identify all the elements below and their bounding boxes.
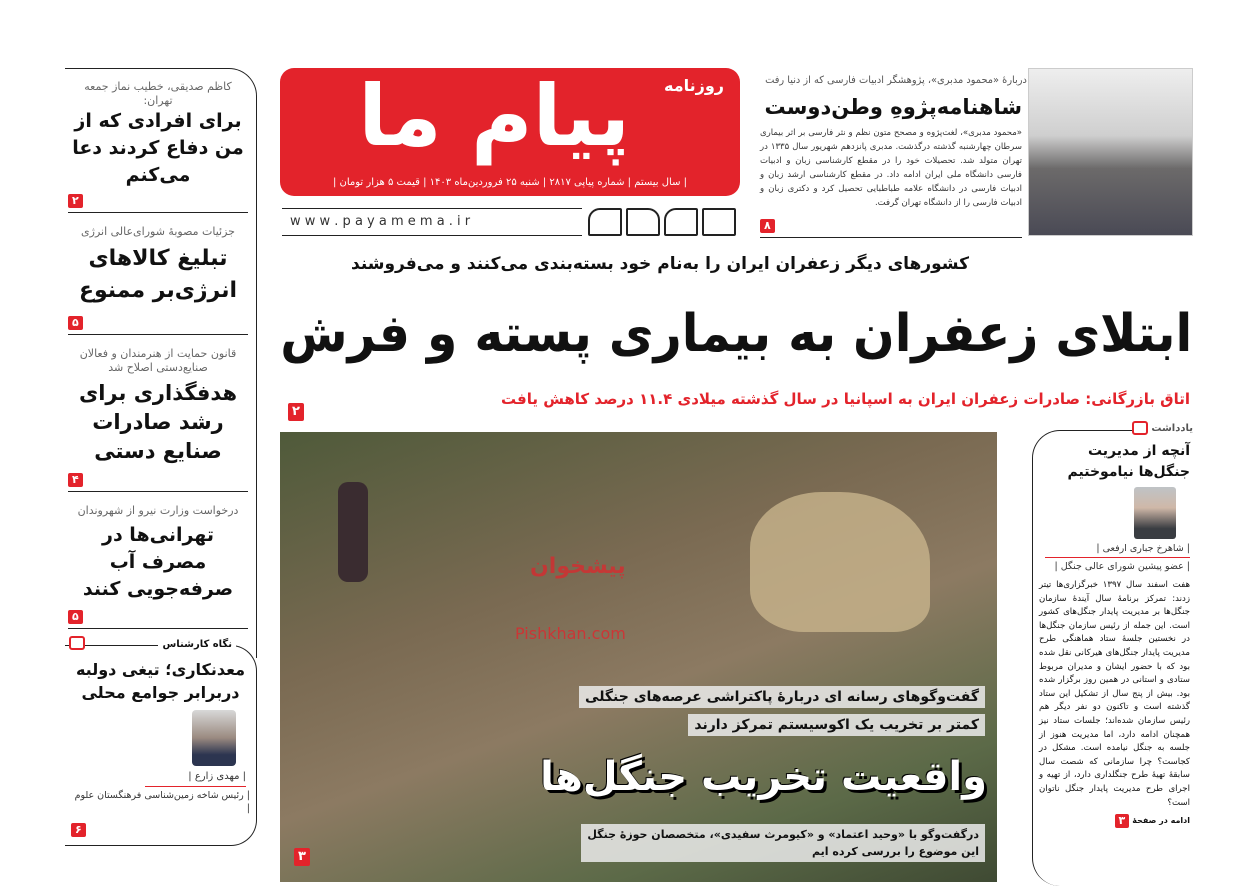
obituary-photo xyxy=(1028,68,1193,236)
note-title: آنچه از مدیریت جنگل‌ها نیاموختیم xyxy=(1067,443,1190,480)
section-label: نگاه کارشناس xyxy=(158,638,236,652)
story-kicker: قانون حمایت از هنرمندان و فعالان صنایع‌دستی اصلاح شد xyxy=(79,347,237,374)
divider xyxy=(68,628,248,629)
top-story[interactable] xyxy=(760,68,1027,238)
story-kicker: درخواست وزارت نیرو از شهروندان xyxy=(77,504,239,517)
page-badge: ۵ xyxy=(68,316,83,330)
page-badge: ۵ xyxy=(68,610,83,624)
watermark: Pishkhan.com xyxy=(515,624,626,643)
lead-headline[interactable]: ابتلای زعفران به بیماری پسته و فرش xyxy=(279,304,1192,364)
note-box[interactable] xyxy=(1032,423,1193,886)
person-figure xyxy=(338,482,368,582)
divider xyxy=(1045,557,1190,558)
story-title: هدفگذاری برای رشد صادرات صنایع دستی xyxy=(78,381,238,463)
author-photo xyxy=(192,710,236,766)
lead-kicker: کشورهای دیگر زعفران ایران را به‌نام خود بسته‌بندی می‌کنند و می‌فروشند xyxy=(351,254,969,274)
website-url[interactable]: w w w . p a y a m e m a . i r xyxy=(282,208,582,236)
note-body: هفت اسفند سال ۱۳۹۷ خبرگزاری‌ها تیتر زدند: تمرکز برنامهٔ سال آیندهٔ سازمان جنگل‌ها بر مدیریت پایدار جنگل‌های کشور است. این جمله از رئیس سازمان جنگل‌ها در نخستین جلسهٔ ستاد هماهنگی طرح مدیریت پایدار جنگل‌های هیرکانی نقل شده بود که با حضور ایشان و مدیران مربوط ستادی و استانی در همین روز برگزار شده بود. بیش از پنج سال از تشکیل این ستاد گذشته است و تاکنون دو نفر دیگر هم رئیس سازمان شده‌اند؛ جلسات ستاد نیز همچنان ادامه دارد، اما مدیریت هنوز از جلسه به جنگل نیامده است. مشکل در کجاست؟ چرا سازمانی که شصت سال سابقهٔ تهیهٔ طرح جنگلداری دارد، از تهیه و اجرای طرح مدیریت پایدار جنگل ناتوان است؟ xyxy=(1039,580,1190,808)
expert-title: معدنکاری؛ تیغی دولبه دربرابر جوامع محلی xyxy=(75,660,246,702)
tree-stump xyxy=(750,492,930,632)
author-name: | شاهرخ جباری ارفعی | xyxy=(1096,543,1190,554)
issue-info: | سال بیستم | شماره پیاپی ۲۸۱۷ | شنبه ۲۵ فروردین‌ماه ۱۴۰۳ | قیمت ۵ هزار تومان | xyxy=(332,177,688,188)
page-badge: ۲ xyxy=(68,194,83,208)
story-kicker: دربارهٔ «محمود مدبری»، پژوهشگر ادبیات فارسی که از دنیا رفت xyxy=(765,75,1027,86)
continue-link[interactable] xyxy=(1039,814,1190,828)
divider xyxy=(760,237,1022,238)
logo-word: روزنامه xyxy=(664,76,724,95)
logo-mark-icon xyxy=(588,208,736,236)
story-title: تبلیغ کالاهای انرژی‌بر ممنوع xyxy=(78,246,238,303)
author-role: | عضو پیشین شورای عالی جنگل | xyxy=(1054,561,1190,572)
continue-label: ادامه در صفحهٔ xyxy=(1132,816,1190,826)
left-story[interactable] xyxy=(68,80,248,213)
divider xyxy=(145,786,246,787)
lead-subhead: اتاق بازرگانی: صادرات زعفران ایران به اسپانیا در سال گذشته میلادی ۱۱.۴ درصد کاهش یافت xyxy=(501,390,1190,408)
page-badge: ۳ xyxy=(1115,814,1130,828)
left-column-stories xyxy=(68,80,248,846)
author-name: | مهدی زارع | xyxy=(188,771,246,782)
expert-view-box[interactable] xyxy=(65,639,257,846)
page-badge: ۸ xyxy=(760,219,775,233)
forest-photo[interactable] xyxy=(280,432,997,882)
logo-name: پیام ما xyxy=(358,68,630,165)
page-badge: ۶ xyxy=(71,823,86,837)
photo-story-title: واقعیت تخریب جنگل‌ها xyxy=(540,754,987,800)
page-badge: ۴ xyxy=(68,473,83,487)
story-title: تهرانی‌ها در مصرف آب صرفه‌جویی کنند xyxy=(82,524,234,600)
story-body: «محمود مدبری»، لغت‌پژوه و مصحح متون نظم و نثر فارسی بر اثر بیماری سرطان چهارشنبه گذشته درگذشت. مدبری پانزدهم شهریور سال ۱۳۳۵ در تهران متولد شد. تحصیلات خود را در مقطع کارشناسی زبان و ادبیات فارسی دانشگاه ملی ایران ادامه داد. در مقطع کارشناسی ارشد زبان و ادبیات فارسی در دانشگاه علامه طباطبایی تحصیل کرد و دکتری زبان و ادبیات فارسی را از دانشگاه تهران گرفت. xyxy=(760,128,1022,208)
page-badge: ۲ xyxy=(288,403,304,421)
caption-line: گفت‌وگوهای رسانه ای دربارهٔ پاکتراشی عرصه‌های جنگلی xyxy=(579,686,985,708)
author-photo xyxy=(1134,487,1176,539)
section-label: یادداشت xyxy=(1148,422,1196,436)
summary-line: این موضوع را بررسی کرده ایم xyxy=(812,845,979,858)
story-title: شاهنامه‌پژوهِ وطن‌دوست xyxy=(764,95,1022,119)
story-title: برای افرادی که از من دفاع کردند دعا می‌کنم xyxy=(72,110,244,186)
left-story[interactable] xyxy=(68,492,248,629)
author-role: | رئیس شاخه زمین‌شناسی فرهنگستان علوم | xyxy=(74,790,250,814)
section-icon xyxy=(1132,421,1148,435)
caption-line: کمتر بر تخریب یک اکوسیستم تمرکز دارند xyxy=(688,714,985,736)
watermark-fa: پیشخوان xyxy=(530,554,626,579)
story-kicker: جزئیات مصوبهٔ شورای‌عالی انرژی xyxy=(81,225,235,238)
section-icon xyxy=(69,636,85,650)
summary-line: درگفت‌وگو با «وحید اعتماد» و «کیومرث سفیدی»، متخصصان حوزهٔ جنگل xyxy=(587,828,979,841)
story-kicker: کاظم صدیقی، خطیب نماز جمعه تهران: xyxy=(84,80,232,107)
masthead-logo[interactable] xyxy=(280,68,740,196)
page-badge: ۳ xyxy=(294,848,310,866)
